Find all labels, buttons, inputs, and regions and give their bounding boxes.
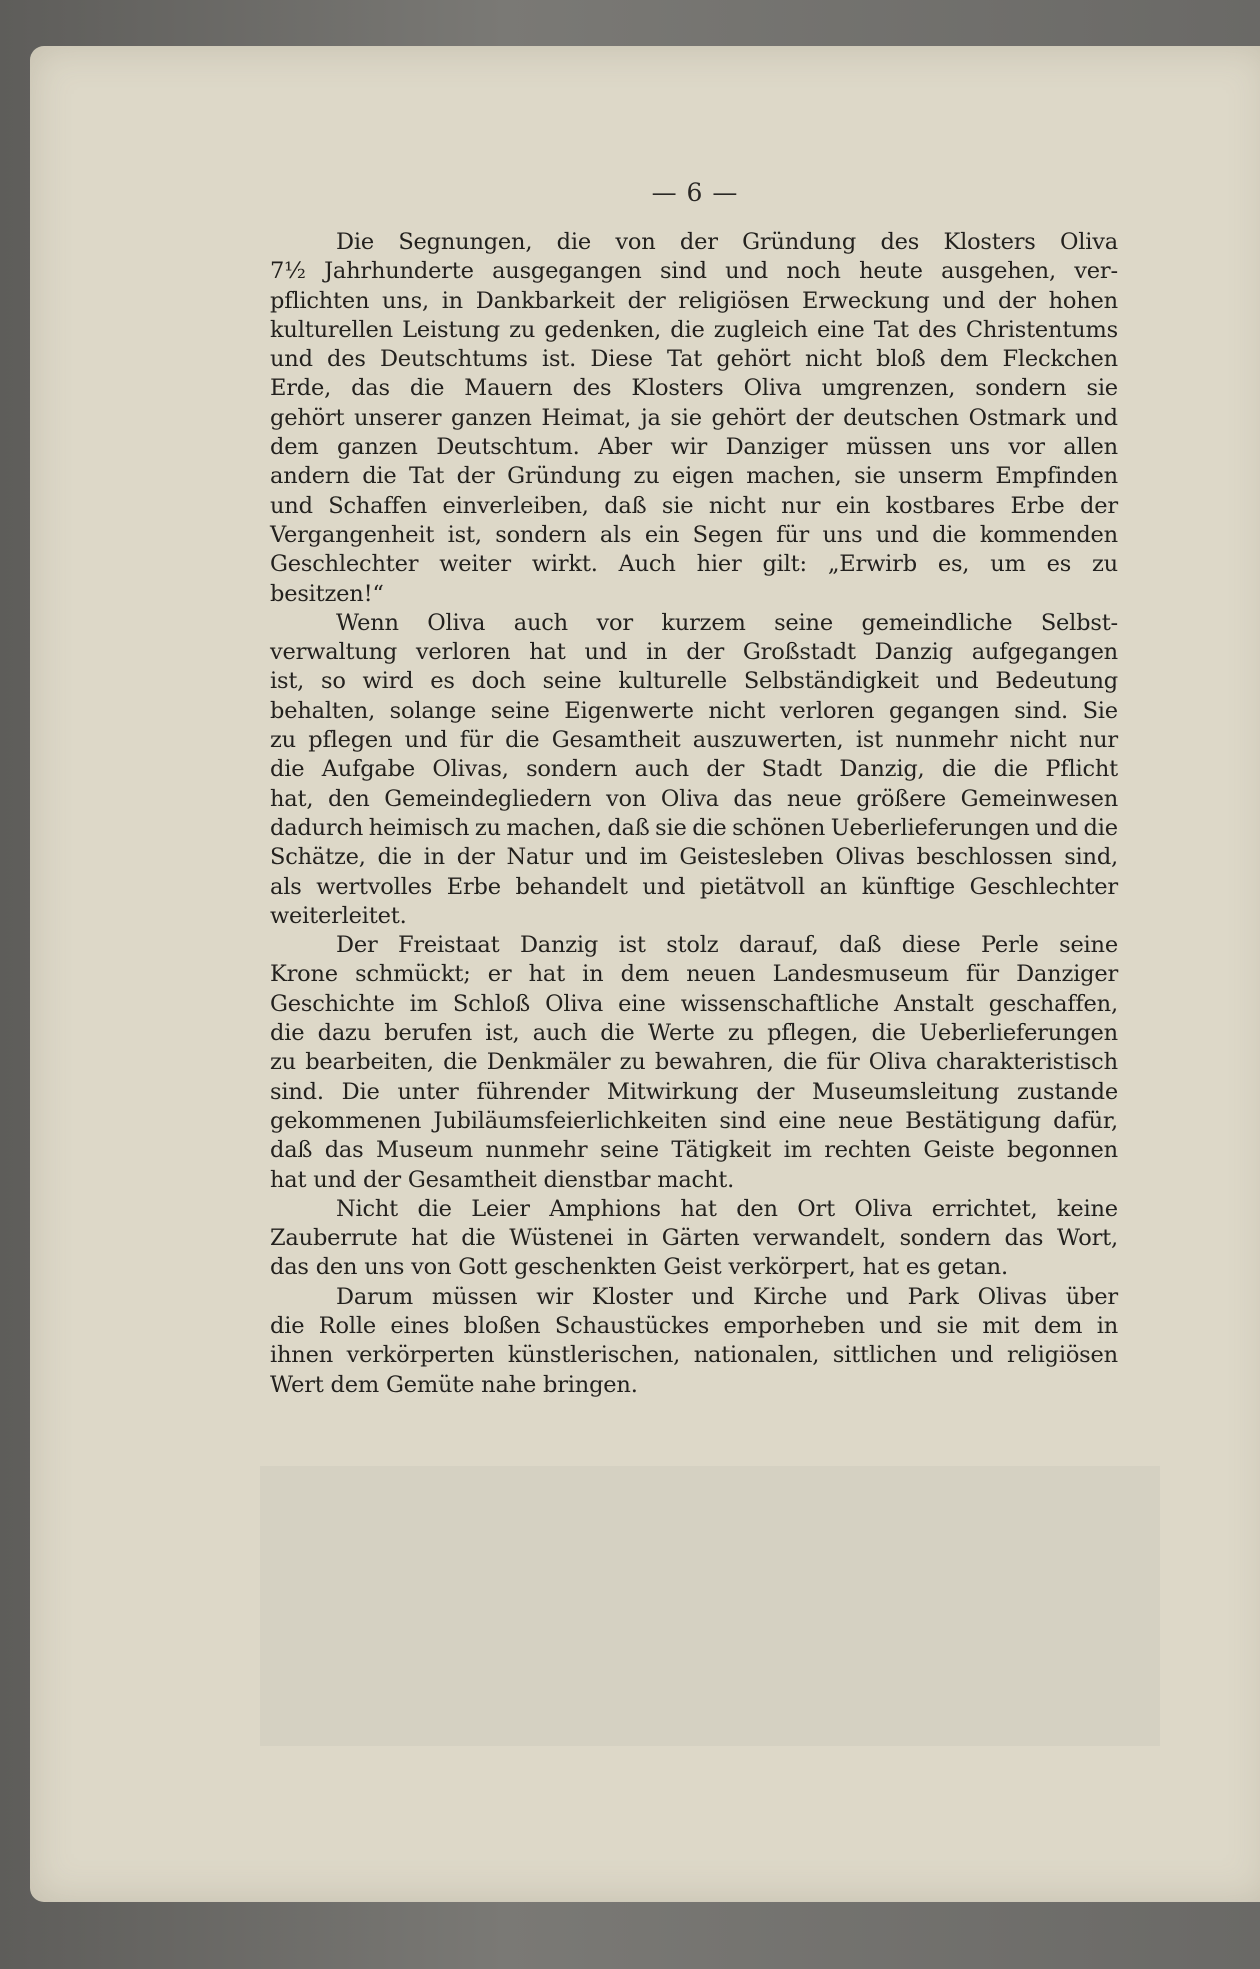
text-line: dem ganzen Deutschtum. Aber wir Danziger müssen uns vor allen — [270, 434, 1118, 461]
page-number: — 6 — — [651, 178, 739, 207]
text-line: hat, den Gemeindegliedern von Oliva das neue größere Gemeinwesen — [270, 785, 1118, 812]
text-line: pflichten uns, in Dankbarkeit der religiösen Erweckung und der hohen — [270, 287, 1118, 314]
text-line: die Rolle eines bloßen Schaustückes emporheben und sie mit dem in — [270, 1312, 1118, 1339]
text-line: behalten, solange seine Eigenwerte nicht verloren gegangen sind. Sie — [270, 697, 1118, 724]
text-line: Die Segnungen, die von der Gründung des Klosters Oliva — [336, 229, 1118, 255]
text-line: andern die Tat der Gründung zu eigen machen, sie unserm Empfinden — [270, 463, 1118, 490]
text-line: Geschichte im Schloß Oliva eine wissenschaftliche Anstalt geschaffen, — [270, 990, 1118, 1017]
text-line: als wertvolles Erbe behandelt und pietätvoll an künftige Geschlechter — [270, 873, 1118, 900]
text-line: weiterleitet. — [270, 902, 407, 929]
text-line: daß das Museum nunmehr seine Tätigkeit im rechten Geiste begonnen — [270, 1137, 1118, 1164]
text-line: hat und der Gesamtheit dienstbar macht. — [270, 1166, 735, 1193]
text-line: ist, so wird es doch seine kulturelle Selbständigkeit und Bedeutung — [270, 668, 1118, 695]
text-line: Vergangenheit ist, sondern als ein Segen für uns und die kommenden — [270, 521, 1118, 548]
text-line: besitzen!“ — [270, 580, 384, 607]
text-line: verwaltung verloren hat und in der Großstadt Danzig aufgegangen — [270, 639, 1118, 666]
text-line: Krone schmückt; er hat in dem neuen Landesmuseum für Danziger — [270, 961, 1118, 988]
text-line: kulturellen Leistung zu gedenken, die zugleich eine Tat des Christentums — [270, 316, 1118, 343]
text-line: und des Deutschtums ist. Diese Tat gehört nicht bloß dem Fleckchen — [270, 346, 1118, 373]
text-line: Zauberrute hat die Wüstenei in Gärten verwandelt, sondern das Wort, — [270, 1225, 1118, 1252]
text-line: die dazu berufen ist, auch die Werte zu pflegen, die Ueberlieferungen — [270, 1020, 1118, 1047]
text-line: dadurch heimisch zu machen, daß sie die schönen Ueberlieferungen und die — [270, 814, 1118, 841]
text-line: gehört unserer ganzen Heimat, ja sie gehört der deutschen Ostmark und — [270, 404, 1118, 431]
text-line: Darum müssen wir Kloster und Kirche und Park Olivas über — [336, 1283, 1118, 1310]
text-line: gekommenen Jubiläumsfeierlichkeiten sind eine neue Bestätigung dafür, — [270, 1107, 1118, 1134]
text-line: das den uns von Gott geschenkten Geist verkörpert, hat es getan. — [270, 1254, 1008, 1281]
text-line: zu pflegen und für die Gesamtheit auszuwerten, ist nunmehr nicht nur — [270, 727, 1118, 754]
text-line: und Schaffen einverleiben, daß sie nicht nur ein kostbares Erbe der — [270, 492, 1118, 519]
text-line: Erde, das die Mauern des Klosters Oliva umgrenzen, sondern sie — [270, 375, 1118, 402]
text-line: sind. Die unter führender Mitwirkung der Museumsleitung zustande — [270, 1078, 1118, 1105]
text-line: Wenn Oliva auch vor kurzem seine gemeindliche Selbst- — [336, 609, 1118, 636]
text-line: zu bearbeiten, die Denkmäler zu bewahren, die für Oliva charakteristisch — [270, 1049, 1118, 1076]
text-line: Der Freistaat Danzig ist stolz darauf, daß diese Perle seine — [336, 932, 1118, 959]
text-line: Schätze, die in der Natur und im Geistesleben Olivas beschlossen sind, — [270, 844, 1118, 871]
text-line: Wert dem Gemüte nahe bringen. — [270, 1371, 638, 1398]
text-line: ihnen verkörperten künstlerischen, nationalen, sittlichen und religiösen — [270, 1342, 1118, 1369]
text-line: Nicht die Leier Amphions hat den Ort Oliva errichtet, keine — [336, 1195, 1118, 1222]
text-line: Geschlechter weiter wirkt. Auch hier gilt: „Erwirb es, um es zu — [270, 551, 1118, 578]
text-line: die Aufgabe Olivas, sondern auch der Stadt Danzig, die die Pflicht — [270, 756, 1118, 783]
body-text — [270, 228, 1118, 1400]
text-line: 7½ Jahrhunderte ausgegangen sind und noch heute ausgehen, ver- — [270, 258, 1118, 285]
